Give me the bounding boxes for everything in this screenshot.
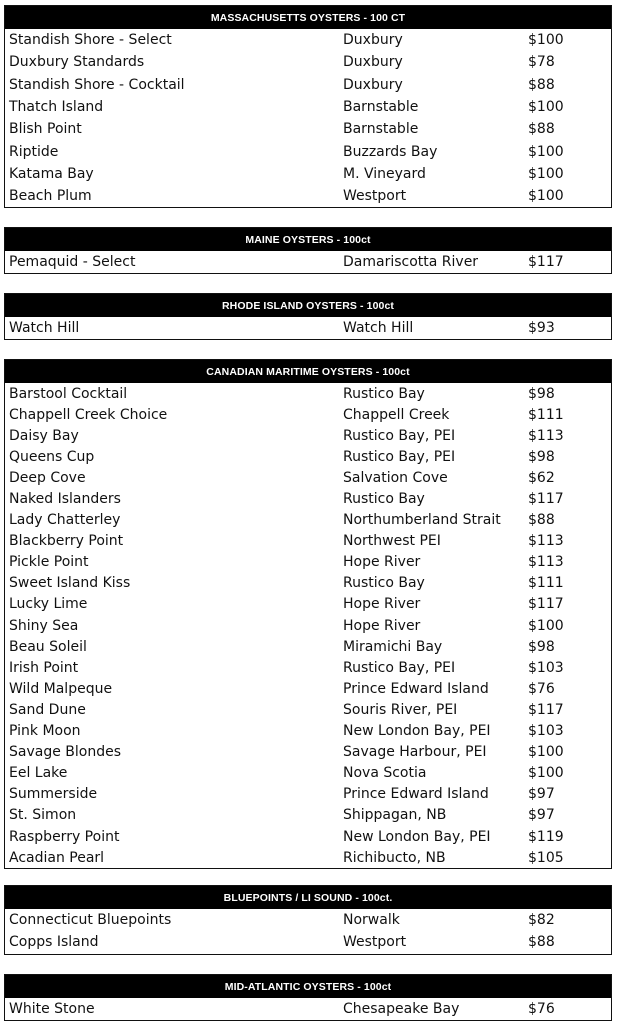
oyster-name: Daisy Bay [9,427,79,444]
menu-item-row [5,383,611,404]
oyster-origin: Watch Hill [343,320,414,336]
oyster-origin: Northumberland Strait [343,512,501,529]
menu-item-row [5,404,611,425]
section-maine [4,227,612,274]
oyster-name: Thatch Island [9,99,104,116]
oyster-origin: Duxbury [343,76,403,93]
menu-item-row [5,699,611,720]
oyster-origin: Prince Edward Island [343,680,489,697]
oyster-price: $100 [528,32,564,49]
menu-item-row [5,163,611,185]
menu-item-row [5,805,611,826]
oyster-price: $103 [528,723,564,740]
section-header: MID-ATLANTIC OYSTERS - 100ct [5,975,611,998]
oyster-name: Blish Point [9,121,82,138]
section-header: MAINE OYSTERS - 100ct [5,228,611,251]
section-header: MASSACHUSETTS OYSTERS - 100 CT [5,6,611,29]
menu-item-row [5,446,611,467]
oyster-origin: Barnstable [343,99,419,116]
menu-item-row [5,573,611,594]
oyster-name: Queens Cup [9,448,95,465]
oyster-origin: Miramichi Bay [343,638,443,655]
menu-item-row [5,636,611,657]
menu-item-row [5,510,611,531]
oyster-name: Copps Island [9,934,99,951]
oyster-origin: Rustico Bay [343,491,425,508]
menu-item-row [5,931,611,953]
menu-item-row [5,140,611,162]
section-canadian-maritime [4,359,612,869]
oyster-price: $88 [528,934,555,951]
oyster-price: $103 [528,659,564,676]
oyster-price: $100 [528,188,564,205]
menu-item-row [5,742,611,763]
oyster-price: $113 [528,427,564,444]
oyster-origin: Westport [343,188,407,205]
oyster-origin: Damariscotta River [343,254,479,270]
oyster-price: $117 [528,254,564,270]
oyster-price: $100 [528,165,564,182]
oyster-origin: Duxbury [343,32,403,49]
oyster-origin: Hope River [343,617,421,634]
oyster-price: $100 [528,143,564,160]
menu-item-row [5,425,611,446]
menu-item-row [5,552,611,573]
oyster-name: Raspberry Point [9,828,120,845]
oyster-price: $62 [528,469,555,486]
oyster-origin: Rustico Bay [343,575,425,592]
oyster-name: Lady Chatterley [9,512,121,529]
oyster-price: $117 [528,596,564,613]
oyster-price: $93 [528,320,555,336]
oyster-price: $82 [528,912,555,929]
oyster-price: $111 [528,406,564,423]
oyster-price: $78 [528,54,555,71]
oyster-origin: Prince Edward Island [343,786,489,803]
oyster-name: Acadian Pearl [9,849,105,866]
oyster-origin: Hope River [343,596,421,613]
oyster-name: White Stone [9,1001,95,1017]
section-bluepoints-li-sound [4,885,612,955]
oyster-price: $117 [528,701,564,718]
oyster-name: Riptide [9,143,59,160]
oyster-origin: Souris River, PEI [343,701,458,718]
oyster-price: $98 [528,385,555,402]
menu-item-row [5,784,611,805]
oyster-price: $98 [528,448,555,465]
oyster-name: St. Simon [9,807,77,824]
oyster-name: Beau Soleil [9,638,87,655]
menu-item-row [5,763,611,784]
section-header: RHODE ISLAND OYSTERS - 100ct [5,294,611,317]
oyster-name: Wild Malpeque [9,680,113,697]
menu-item-row [5,488,611,509]
oyster-origin: Savage Harbour, PEI [343,744,487,761]
oyster-origin: M. Vineyard [343,165,426,182]
oyster-price: $113 [528,533,564,550]
menu-item-row [5,29,611,51]
oyster-price: $111 [528,575,564,592]
oyster-origin: Rustico Bay, PEI [343,427,456,444]
menu-item-row [5,185,611,207]
menu-item-row [5,998,611,1020]
oyster-price: $100 [528,765,564,782]
section-rhode-island [4,293,612,340]
oyster-origin: Rustico Bay, PEI [343,448,456,465]
oyster-name: Connecticut Bluepoints [9,912,172,929]
oyster-origin: Chappell Creek [343,406,450,423]
oyster-origin: Duxbury [343,54,403,71]
oyster-origin: Richibucto, NB [343,849,446,866]
menu-item-row [5,251,611,273]
section-massachusetts [4,5,612,208]
menu-item-row [5,118,611,140]
menu-item-row [5,96,611,118]
section-header: BLUEPOINTS / LI SOUND - 100ct. [5,886,611,909]
oyster-name: Pemaquid - Select [9,254,136,270]
menu-item-row [5,909,611,931]
oyster-name: Lucky Lime [9,596,88,613]
oyster-origin: Rustico Bay, PEI [343,659,456,676]
oyster-origin: Chesapeake Bay [343,1001,460,1017]
oyster-name: Pink Moon [9,723,81,740]
section-mid-atlantic [4,974,612,1021]
oyster-name: Chappell Creek Choice [9,406,168,423]
oyster-origin: Buzzards Bay [343,143,438,160]
menu-item-row [5,317,611,339]
oyster-price: $76 [528,680,555,697]
oyster-price: $100 [528,617,564,634]
oyster-origin: Rustico Bay [343,385,425,402]
oyster-origin: Nova Scotia [343,765,427,782]
oyster-name: Watch Hill [9,320,80,336]
oyster-name: Savage Blondes [9,744,122,761]
oyster-origin: Norwalk [343,912,400,929]
menu-item-row [5,74,611,96]
menu-item-row [5,467,611,488]
menu-item-row [5,615,611,636]
oyster-name: Summerside [9,786,98,803]
oyster-price: $100 [528,99,564,116]
oyster-name: Barstool Cocktail [9,385,128,402]
oyster-price: $98 [528,638,555,655]
oyster-price: $119 [528,828,564,845]
oyster-price: $117 [528,491,564,508]
oyster-price: $113 [528,554,564,571]
oyster-price: $105 [528,849,564,866]
menu-item-row [5,531,611,552]
oyster-name: Katama Bay [9,165,94,182]
oyster-origin: New London Bay, PEI [343,828,491,845]
oyster-origin: New London Bay, PEI [343,723,491,740]
menu-item-row [5,847,611,868]
oyster-name: Sweet Island Kiss [9,575,131,592]
menu-item-row [5,657,611,678]
oyster-origin: Northwest PEI [343,533,441,550]
oyster-name: Standish Shore - Select [9,32,172,49]
oyster-name: Naked Islanders [9,491,121,508]
oyster-name: Standish Shore - Cocktail [9,76,185,93]
menu-item-row [5,594,611,615]
oyster-price: $97 [528,786,555,803]
menu-item-row [5,721,611,742]
oyster-origin: Hope River [343,554,421,571]
oyster-price: $88 [528,512,555,529]
oyster-price: $88 [528,121,555,138]
oyster-name: Pickle Point [9,554,89,571]
oyster-name: Sand Dune [9,701,86,718]
oyster-name: Shiny Sea [9,617,79,634]
oyster-name: Blackberry Point [9,533,124,550]
oyster-origin: Barnstable [343,121,419,138]
oyster-price: $76 [528,1001,555,1017]
oyster-price: $100 [528,744,564,761]
menu-item-row [5,826,611,847]
oyster-price: $97 [528,807,555,824]
oyster-origin: Shippagan, NB [343,807,447,824]
oyster-name: Duxbury Standards [9,54,145,71]
oyster-name: Beach Plum [9,188,92,205]
oyster-price: $88 [528,76,555,93]
oyster-origin: Salvation Cove [343,469,448,486]
section-header: CANADIAN MARITIME OYSTERS - 100ct [5,360,611,383]
oyster-origin: Westport [343,934,407,951]
menu-item-row [5,51,611,73]
oyster-name: Deep Cove [9,469,86,486]
oyster-name: Eel Lake [9,765,68,782]
oyster-name: Irish Point [9,659,79,676]
menu-item-row [5,678,611,699]
